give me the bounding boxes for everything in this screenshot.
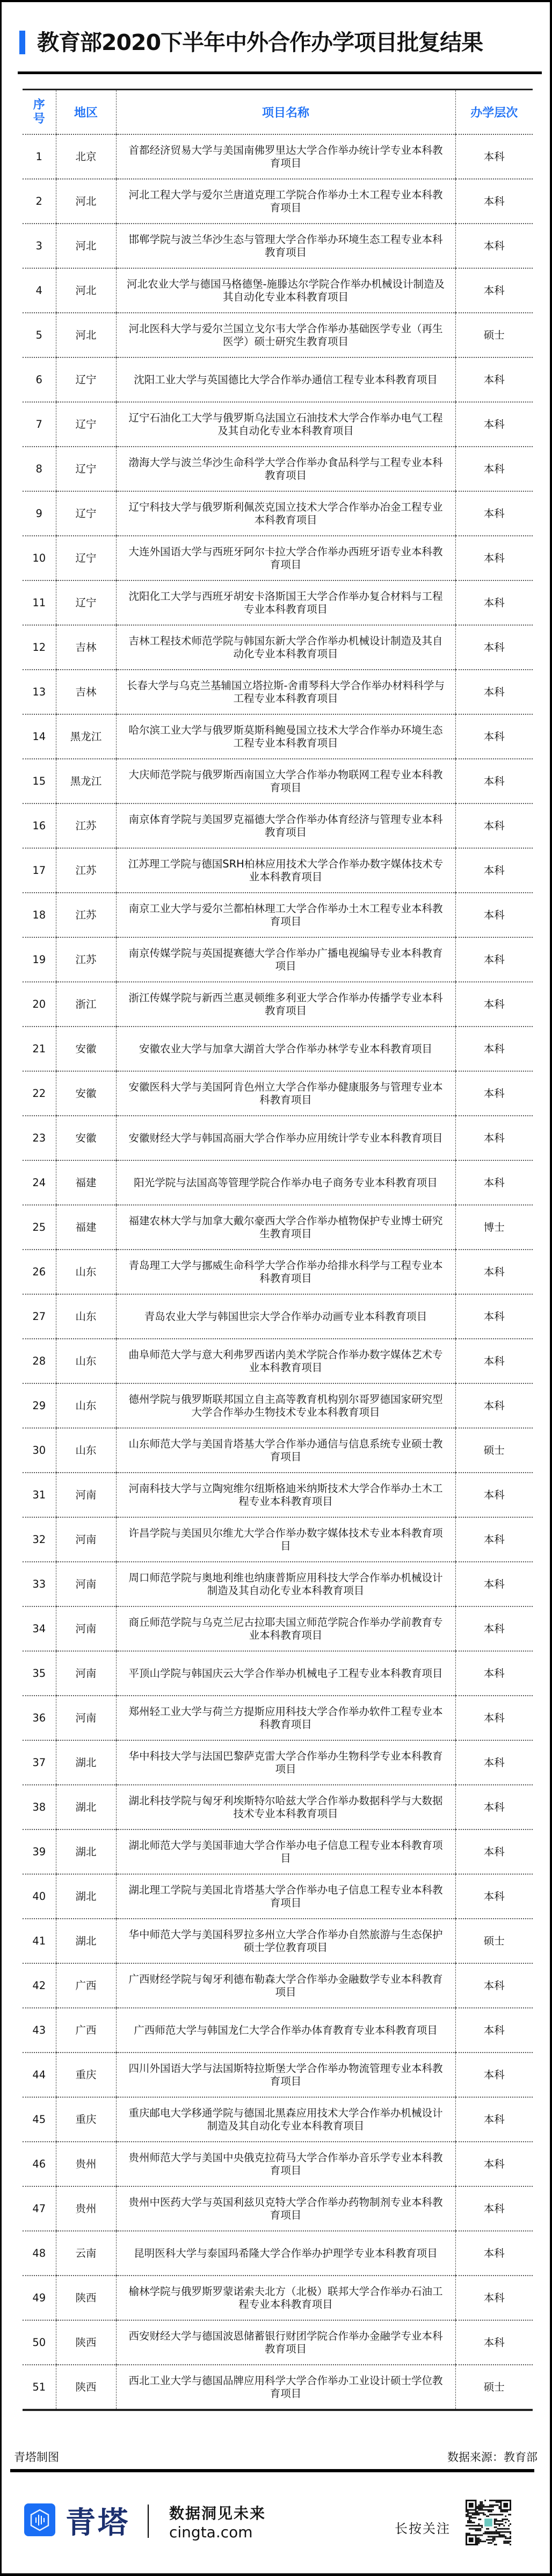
row-project-name: 浙江传媒学院与新西兰惠灵顿维多利亚大学合作举办传播学专业本科教育项目 <box>116 982 455 1027</box>
row-region: 河北 <box>56 268 116 313</box>
row-region: 江苏 <box>56 937 116 982</box>
row-seq: 6 <box>23 357 56 402</box>
row-project-name: 昆明医科大学与泰国玛希隆大学合作举办护理学专业本科教育项目 <box>116 2231 455 2276</box>
table-row <box>23 1250 533 1294</box>
row-seq: 17 <box>23 848 56 893</box>
table-row <box>23 268 533 313</box>
row-project-name: 河北工程大学与爱尔兰唐道克理工学院合作举办土木工程专业本科教育项目 <box>116 179 455 224</box>
row-seq: 43 <box>23 2008 56 2053</box>
row-level: 本科 <box>455 1829 533 1874</box>
row-project-name: 首都经济贸易大学与美国南佛罗里达大学合作举办统计学专业本科教育项目 <box>116 134 455 179</box>
table-row <box>23 1071 533 1116</box>
table-row <box>23 1651 533 1696</box>
row-seq: 49 <box>23 2276 56 2320</box>
row-project-name: 南京传媒学院与英国提赛德大学合作举办广播电视编导专业本科教育项目 <box>116 937 455 982</box>
row-region: 福建 <box>56 1205 116 1250</box>
row-region: 湖北 <box>56 1740 116 1785</box>
row-region: 江苏 <box>56 803 116 848</box>
row-region: 河南 <box>56 1562 116 1606</box>
row-seq: 5 <box>23 313 56 357</box>
row-region: 河北 <box>56 179 116 224</box>
row-seq: 44 <box>23 2053 56 2097</box>
table-row <box>23 536 533 580</box>
row-project-name: 大连外国语大学与西班牙阿尔卡拉大学合作举办西班牙语专业本科教育项目 <box>116 536 455 580</box>
row-seq: 30 <box>23 1428 56 1473</box>
row-region: 山东 <box>56 1250 116 1294</box>
table-row <box>23 937 533 982</box>
row-project-name: 曲阜师范大学与意大利弗罗西诺内美术学院合作举办数字媒体艺术专业本科教育项目 <box>116 1339 455 1383</box>
table-row <box>23 1740 533 1785</box>
row-seq: 7 <box>23 402 56 447</box>
row-seq: 22 <box>23 1071 56 1116</box>
header-seq: 序号 <box>23 90 56 135</box>
row-level: 本科 <box>455 179 533 224</box>
row-project-name: 邯郸学院与波兰华沙生态与管理大学合作举办环境生态工程专业本科教育项目 <box>116 224 455 268</box>
table-row <box>23 1116 533 1160</box>
row-seq: 18 <box>23 893 56 937</box>
row-level: 本科 <box>455 2186 533 2231</box>
row-level: 本科 <box>455 1160 533 1205</box>
row-project-name: 安徽财经大学与韩国高丽大学合作举办应用统计学专业本科教育项目 <box>116 1116 455 1160</box>
row-project-name: 湖北理工学院与美国北肯塔基大学合作举办电子信息工程专业本科教育项目 <box>116 1874 455 1919</box>
row-level: 本科 <box>455 1473 533 1517</box>
row-level: 硕士 <box>455 313 533 357</box>
row-level: 本科 <box>455 1740 533 1785</box>
table-row <box>23 179 533 224</box>
row-seq: 37 <box>23 1740 56 1785</box>
row-seq: 34 <box>23 1606 56 1651</box>
table-row <box>23 1829 533 1874</box>
table-row <box>23 447 533 491</box>
table-row <box>23 224 533 268</box>
row-seq: 47 <box>23 2186 56 2231</box>
row-project-name: 西北工业大学与德国品牌应用科学大学合作举办工业设计硕士学位教育项目 <box>116 2365 455 2410</box>
table-header-row <box>23 90 533 135</box>
cingta-logo-icon <box>24 2503 55 2536</box>
table-row <box>23 2320 533 2365</box>
row-region: 山东 <box>56 1428 116 1473</box>
row-region: 陕西 <box>56 2320 116 2365</box>
row-level: 本科 <box>455 982 533 1027</box>
row-level: 本科 <box>455 2008 533 2053</box>
brand-slogan: 数据洞见未来 <box>169 2505 266 2522</box>
row-seq: 45 <box>23 2097 56 2142</box>
row-region: 吉林 <box>56 625 116 670</box>
row-level: 本科 <box>455 1696 533 1740</box>
row-project-name: 广西财经学院与匈牙利德布勒森大学合作举办金融数学专业本科教育项目 <box>116 1963 455 2008</box>
table-row <box>23 402 533 447</box>
row-region: 广西 <box>56 1963 116 2008</box>
row-seq: 12 <box>23 625 56 670</box>
row-region: 辽宁 <box>56 580 116 625</box>
row-region: 河南 <box>56 1696 116 1740</box>
row-region: 湖北 <box>56 1785 116 1829</box>
row-region: 河南 <box>56 1606 116 1651</box>
table-row <box>23 1963 533 2008</box>
row-region: 福建 <box>56 1160 116 1205</box>
row-project-name: 商丘师范学院与乌克兰尼古拉耶夫国立师范学院合作举办学前教育专业本科教育项目 <box>116 1606 455 1651</box>
row-seq: 11 <box>23 580 56 625</box>
row-region: 吉林 <box>56 670 116 714</box>
row-region: 贵州 <box>56 2142 116 2186</box>
table-row <box>23 982 533 1027</box>
table-row <box>23 670 533 714</box>
brand-name: 青塔 <box>66 2505 130 2541</box>
row-seq: 39 <box>23 1829 56 1874</box>
table-row <box>23 848 533 893</box>
row-project-name: 重庆邮电大学移通学院与德国北黑森应用技术大学合作举办机械设计制造及其自动化专业本科教育项目 <box>116 2097 455 2142</box>
row-project-name: 四川外国语大学与法国斯特拉斯堡大学合作举办物流管理专业本科教育项目 <box>116 2053 455 2097</box>
qr-code-icon[interactable] <box>465 2500 512 2545</box>
row-project-name: 河南科技大学与立陶宛维尔纽斯格迪米纳斯技术大学合作举办土木工程专业本科教育项目 <box>116 1473 455 1517</box>
row-level: 本科 <box>455 402 533 447</box>
row-seq: 8 <box>23 447 56 491</box>
row-seq: 1 <box>23 134 56 179</box>
row-project-name: 福建农林大学与加拿大戴尔豪西大学合作举办植物保护专业博士研究生教育项目 <box>116 1205 455 1250</box>
row-seq: 50 <box>23 2320 56 2365</box>
row-region: 河北 <box>56 224 116 268</box>
table-row <box>23 625 533 670</box>
table-row <box>23 714 533 759</box>
row-region: 黑龙江 <box>56 759 116 803</box>
row-seq: 13 <box>23 670 56 714</box>
row-level: 本科 <box>455 848 533 893</box>
row-level: 硕士 <box>455 2365 533 2410</box>
row-level: 本科 <box>455 893 533 937</box>
row-level: 本科 <box>455 714 533 759</box>
row-level: 本科 <box>455 2276 533 2320</box>
row-project-name: 贵州中医药大学与英国利兹贝克特大学合作举办药物制剂专业本科教育项目 <box>116 2186 455 2231</box>
divider <box>10 2469 534 2472</box>
row-project-name: 山东师范大学与美国肯塔基大学合作举办通信与信息系统专业硕士教育项目 <box>116 1428 455 1473</box>
row-region: 湖北 <box>56 1874 116 1919</box>
row-project-name: 西安财经大学与德国波恩储蓄银行财团学院合作举办金融学专业本科教育项目 <box>116 2320 455 2365</box>
row-project-name: 郑州轻工业大学与荷兰方提斯应用科技大学合作举办软件工程专业本科教育项目 <box>116 1696 455 1740</box>
row-seq: 29 <box>23 1383 56 1428</box>
row-level: 本科 <box>455 625 533 670</box>
row-project-name: 辽宁科技大学与俄罗斯利佩茨克国立技术大学合作举办冶金工程专业本科教育项目 <box>116 491 455 536</box>
row-region: 北京 <box>56 134 116 179</box>
row-seq: 15 <box>23 759 56 803</box>
row-region: 黑龙江 <box>56 714 116 759</box>
row-project-name: 辽宁石油化工大学与俄罗斯乌法国立石油技术大学合作举办电气工程及其自动化专业本科教育项目 <box>116 402 455 447</box>
table-row <box>23 1919 533 1963</box>
row-level: 本科 <box>455 1027 533 1071</box>
row-region: 湖北 <box>56 1829 116 1874</box>
row-seq: 33 <box>23 1562 56 1606</box>
row-region: 云南 <box>56 2231 116 2276</box>
row-seq: 16 <box>23 803 56 848</box>
table-row <box>23 1696 533 1740</box>
row-region: 安徽 <box>56 1116 116 1160</box>
row-region: 江苏 <box>56 848 116 893</box>
row-seq: 38 <box>23 1785 56 1829</box>
row-project-name: 安徽医科大学与美国阿肯色州立大学合作举办健康服务与管理专业本科教育项目 <box>116 1071 455 1116</box>
chart-credit: 青塔制图 <box>14 2451 59 2464</box>
row-seq: 42 <box>23 1963 56 2008</box>
row-region: 辽宁 <box>56 536 116 580</box>
table-row <box>23 1785 533 1829</box>
row-project-name: 榆林学院与俄罗斯罗蒙诺索夫北方（北极）联邦大学合作举办石油工程专业本科教育项目 <box>116 2276 455 2320</box>
table-row <box>23 2365 533 2410</box>
header-region: 地区 <box>56 90 116 135</box>
data-source: 数据来源：教育部 <box>447 2451 538 2464</box>
title-accent-bar <box>19 31 25 54</box>
row-seq: 51 <box>23 2365 56 2410</box>
table-row <box>23 2097 533 2142</box>
row-region: 重庆 <box>56 2097 116 2142</box>
row-project-name: 阳光学院与法国高等管理学院合作举办电子商务专业本科教育项目 <box>116 1160 455 1205</box>
row-level: 本科 <box>455 803 533 848</box>
row-region: 广西 <box>56 2008 116 2053</box>
row-project-name: 周口师范学院与奥地利维也纳康普斯应用科技大学合作举办机械设计制造及其自动化专业本科教育项目 <box>116 1562 455 1606</box>
row-project-name: 河北医科大学与爱尔兰国立戈尔韦大学合作举办基础医学专业（再生医学）硕士研究生教育项目 <box>116 313 455 357</box>
row-project-name: 哈尔滨工业大学与俄罗斯莫斯科鲍曼国立技术大学合作举办环境生态工程专业本科教育项目 <box>116 714 455 759</box>
table-row <box>23 134 533 179</box>
row-region: 浙江 <box>56 982 116 1027</box>
row-seq: 35 <box>23 1651 56 1696</box>
row-level: 本科 <box>455 536 533 580</box>
row-region: 河北 <box>56 313 116 357</box>
row-level: 本科 <box>455 1116 533 1160</box>
row-region: 河南 <box>56 1473 116 1517</box>
row-level: 本科 <box>455 580 533 625</box>
row-level: 本科 <box>455 1071 533 1116</box>
table-row <box>23 313 533 357</box>
row-seq: 28 <box>23 1339 56 1383</box>
row-project-name: 江苏理工学院与德国SRH柏林应用技术大学合作举办数字媒体技术专业本科教育项目 <box>116 848 455 893</box>
row-region: 陕西 <box>56 2365 116 2410</box>
row-project-name: 南京工业大学与爱尔兰都柏林理工大学合作举办土木工程专业本科教育项目 <box>116 893 455 937</box>
table-row <box>23 1874 533 1919</box>
row-project-name: 贵州师范大学与美国中央俄克拉荷马大学合作举办音乐学专业本科教育项目 <box>116 2142 455 2186</box>
row-region: 江苏 <box>56 893 116 937</box>
header-name: 项目名称 <box>116 90 455 135</box>
row-level: 本科 <box>455 268 533 313</box>
row-project-name: 沈阳工业大学与英国德比大学合作举办通信工程专业本科教育项目 <box>116 357 455 402</box>
row-project-name: 安徽农业大学与加拿大湖首大学合作举办林学专业本科教育项目 <box>116 1027 455 1071</box>
row-region: 辽宁 <box>56 357 116 402</box>
row-seq: 25 <box>23 1205 56 1250</box>
table-row <box>23 803 533 848</box>
row-seq: 20 <box>23 982 56 1027</box>
table-row <box>23 2186 533 2231</box>
follow-prompt: 长按关注 <box>395 2521 451 2536</box>
row-region: 山东 <box>56 1383 116 1428</box>
table-row <box>23 1160 533 1205</box>
row-level: 本科 <box>455 1785 533 1829</box>
table-row <box>23 2053 533 2097</box>
row-seq: 26 <box>23 1250 56 1294</box>
divider <box>18 71 542 74</box>
row-level: 本科 <box>455 670 533 714</box>
row-project-name: 沈阳化工大学与西班牙胡安卡洛斯国王大学合作举办复合材料与工程专业本科教育项目 <box>116 580 455 625</box>
table-row <box>23 491 533 536</box>
row-project-name: 湖北师范大学与美国菲迪大学合作举办电子信息工程专业本科教育项目 <box>116 1829 455 1874</box>
row-level: 本科 <box>455 2053 533 2097</box>
row-level: 本科 <box>455 2320 533 2365</box>
row-level: 本科 <box>455 937 533 982</box>
row-region: 辽宁 <box>56 491 116 536</box>
row-seq: 40 <box>23 1874 56 1919</box>
row-level: 本科 <box>455 759 533 803</box>
row-seq: 36 <box>23 1696 56 1740</box>
row-level: 本科 <box>455 357 533 402</box>
table-row <box>23 1562 533 1606</box>
row-seq: 10 <box>23 536 56 580</box>
row-level: 本科 <box>455 2097 533 2142</box>
row-project-name: 渤海大学与波兰华沙生命科学大学合作举办食品科学与工程专业本科教育项目 <box>116 447 455 491</box>
row-seq: 46 <box>23 2142 56 2186</box>
row-level: 本科 <box>455 1294 533 1339</box>
row-level: 本科 <box>455 491 533 536</box>
row-seq: 23 <box>23 1116 56 1160</box>
row-seq: 2 <box>23 179 56 224</box>
row-region: 河南 <box>56 1651 116 1696</box>
table-row <box>23 1205 533 1250</box>
table-row <box>23 1473 533 1517</box>
row-project-name: 长春大学与乌克兰基辅国立塔拉斯-舍甫琴科大学合作举办材料科学与工程专业本科教育项目 <box>116 670 455 714</box>
row-region: 辽宁 <box>56 447 116 491</box>
row-project-name: 广西师范大学与韩国龙仁大学合作举办体育教育专业本科教育项目 <box>116 2008 455 2053</box>
row-level: 本科 <box>455 1562 533 1606</box>
row-seq: 21 <box>23 1027 56 1071</box>
row-region: 湖北 <box>56 1919 116 1963</box>
row-project-name: 湖北科技学院与匈牙利埃斯特尔哈兹大学合作举办数据科学与大数据技术专业本科教育项目 <box>116 1785 455 1829</box>
table-row <box>23 2008 533 2053</box>
row-region: 贵州 <box>56 2186 116 2231</box>
row-project-name: 河北农业大学与德国马格德堡-施滕达尔学院合作举办机械设计制造及其自动化专业本科教育项目 <box>116 268 455 313</box>
row-level: 本科 <box>455 1963 533 2008</box>
row-seq: 24 <box>23 1160 56 1205</box>
table-row <box>23 580 533 625</box>
table-row <box>23 1606 533 1651</box>
table-row <box>23 1517 533 1562</box>
row-level: 本科 <box>455 1339 533 1383</box>
table-row <box>23 759 533 803</box>
row-seq: 4 <box>23 268 56 313</box>
header-level: 办学层次 <box>455 90 533 135</box>
row-seq: 14 <box>23 714 56 759</box>
row-project-name: 青岛农业大学与韩国世宗大学合作举办动画专业本科教育项目 <box>116 1294 455 1339</box>
table-row <box>23 2231 533 2276</box>
row-level: 本科 <box>455 224 533 268</box>
row-seq: 9 <box>23 491 56 536</box>
row-project-name: 大庆师范学院与俄罗斯西南国立大学合作举办物联网工程专业本科教育项目 <box>116 759 455 803</box>
row-region: 山东 <box>56 1339 116 1383</box>
row-level: 本科 <box>455 447 533 491</box>
row-level: 本科 <box>455 1383 533 1428</box>
row-level: 本科 <box>455 1651 533 1696</box>
table-row <box>23 2276 533 2320</box>
row-project-name: 南京体育学院与美国罗克福德大学合作举办体育经济与管理专业本科教育项目 <box>116 803 455 848</box>
row-seq: 41 <box>23 1919 56 1963</box>
row-region: 山东 <box>56 1294 116 1339</box>
row-level: 本科 <box>455 1606 533 1651</box>
row-seq: 48 <box>23 2231 56 2276</box>
row-project-name: 华中科技大学与法国巴黎萨克雷大学合作举办生物科学专业本科教育项目 <box>116 1740 455 1785</box>
row-project-name: 青岛理工大学与挪威生命科学大学合作举办给排水科学与工程专业本科教育项目 <box>116 1250 455 1294</box>
table-row <box>23 2142 533 2186</box>
row-level: 本科 <box>455 2142 533 2186</box>
row-project-name: 平顶山学院与韩国庆云大学合作举办机械电子工程专业本科教育项目 <box>116 1651 455 1696</box>
row-level: 本科 <box>455 1517 533 1562</box>
row-region: 重庆 <box>56 2053 116 2097</box>
row-level: 硕士 <box>455 1428 533 1473</box>
page-title: 教育部2020下半年中外合作办学项目批复结果 <box>37 30 483 55</box>
table-row <box>23 1428 533 1473</box>
row-project-name: 德州学院与俄罗斯联邦国立自主高等教育机构别尔哥罗德国家研究型大学合作举办生物技术专业本科教育项目 <box>116 1383 455 1428</box>
row-region: 安徽 <box>56 1027 116 1071</box>
row-level: 本科 <box>455 2231 533 2276</box>
row-region: 安徽 <box>56 1071 116 1116</box>
row-seq: 31 <box>23 1473 56 1517</box>
row-level: 博士 <box>455 1205 533 1250</box>
row-level: 本科 <box>455 1874 533 1919</box>
row-level: 本科 <box>455 1250 533 1294</box>
row-project-name: 华中师范大学与美国科罗拉多州立大学合作举办自然旅游与生态保护硕士学位教育项目 <box>116 1919 455 1963</box>
table-row <box>23 1294 533 1339</box>
table-row <box>23 893 533 937</box>
row-seq: 27 <box>23 1294 56 1339</box>
divider <box>148 2505 149 2538</box>
row-region: 河南 <box>56 1517 116 1562</box>
table-row <box>23 1339 533 1383</box>
row-region: 陕西 <box>56 2276 116 2320</box>
row-level: 硕士 <box>455 1919 533 1963</box>
row-region: 辽宁 <box>56 402 116 447</box>
row-level: 本科 <box>455 134 533 179</box>
table-row <box>23 357 533 402</box>
row-project-name: 吉林工程技术师范学院与韩国东新大学合作举办机械设计制造及其自动化专业本科教育项目 <box>116 625 455 670</box>
table-row <box>23 1383 533 1428</box>
row-seq: 32 <box>23 1517 56 1562</box>
row-project-name: 许昌学院与美国贝尔维尤大学合作举办数字媒体技术专业本科教育项目 <box>116 1517 455 1562</box>
row-seq: 3 <box>23 224 56 268</box>
table-row <box>23 1027 533 1071</box>
brand-site-link[interactable]: cingta.com <box>169 2523 253 2541</box>
projects-table <box>23 89 533 2411</box>
row-seq: 19 <box>23 937 56 982</box>
